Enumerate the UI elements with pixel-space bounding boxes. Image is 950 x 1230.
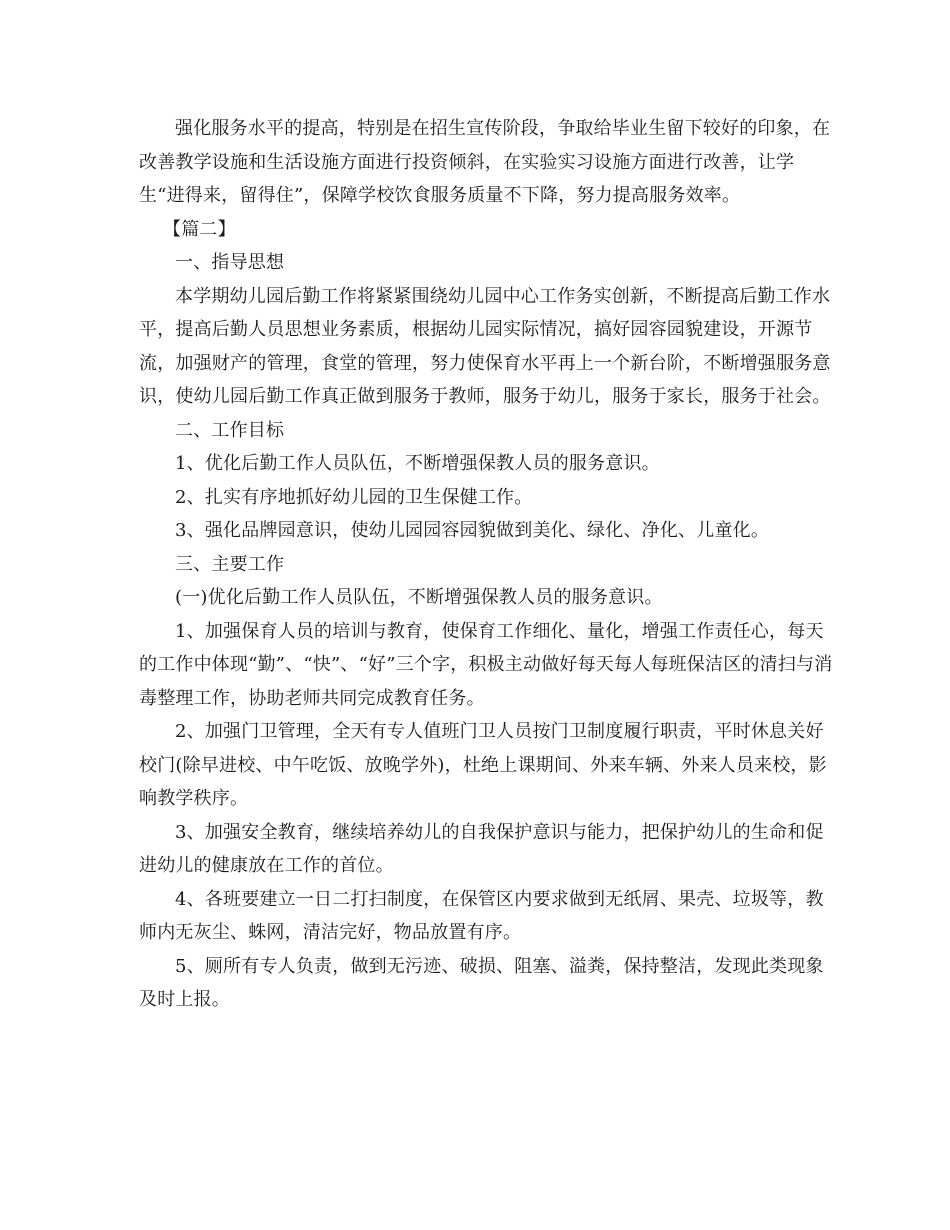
guiding-ideology-paragraph: 本学期幼儿园后勤工作将紧紧围绕幼儿园中心工作务实创新，不断提高后勤工作水平，提高后勤人员思想业务素质，根据幼儿园实际情况，搞好园容园貌建设，开源节流，加强财产的管理，食堂的管理，努力使保育水平再上一个新台阶，不断增强服务意识，使幼儿园后勤工作真正做到服务于教师，服务于幼儿，服务于家长，服务于社会。: [139, 285, 831, 407]
goal-item-1: 1、优化后勤工作人员队伍，不断增强保教人员的服务意识。: [175, 453, 660, 474]
goal-item-2: 2、扎实有序地抓好幼儿园的卫生保健工作。: [175, 486, 533, 508]
work-item-2: 2、加强门卫管理，全天有专人值班门卫人员按门卫制度履行职责，平时休息关好校门(除早进校、中午吃饭、放晚学外)，杜绝上课期间、外来车辆、外来人员来校，影响教学秩序。: [139, 721, 827, 809]
work-item-3: 3、加强安全教育，继续培养幼儿的自我保护意识与能力，把保护幼儿的生命和促进幼儿的健康放在工作的首位。: [139, 821, 824, 876]
goal-item-3: 3、强化品牌园意识，使幼儿园园容园貌做到美化、绿化、净化、儿童化。: [175, 520, 770, 541]
heading-guiding-ideology: 一、指导思想: [175, 252, 285, 273]
heading-main-work: 三、主要工作: [175, 553, 285, 575]
heading-work-goals: 二、工作目标: [175, 419, 285, 441]
section-heading-part-two: 【篇二】: [163, 218, 236, 240]
work-item-1: 1、加强保育人员的培训与教育，使保育工作细化、量化，增强工作责任心，每天的工作中体现“勤”、“快”、“好”三个字，积极主动做好每天每人每班保洁区的清扫与消毒整理工作，协助老师共同完成教育任务。: [139, 620, 833, 709]
work-item-4: 4、各班要建立一日二打扫制度，在保管区内要求做到无纸屑、果壳、垃圾等，教师内无灰尘、蛛网，清洁完好，物品放置有序。: [139, 888, 824, 943]
intro-paragraph: 强化服务水平的提高，特别是在招生宣传阶段，争取给毕业生留下较好的印象，在改善教学设施和生活设施方面进行投资倾斜，在实验实习设施方面进行改善，让学生“进得来，留得住”，保障学校饮食服务质量不下降，努力提高服务效率。: [139, 118, 831, 206]
work-item-5: 5、厕所有专人负责，做到无污迹、破损、阻塞、溢粪，保持整洁，发现此类现象及时上报。: [139, 955, 824, 1010]
document-body: [139, 112, 839, 1017]
subheading-optimize-staff: (一)优化后勤工作人员队伍，不断增强保教人员的服务意识。: [175, 587, 663, 608]
